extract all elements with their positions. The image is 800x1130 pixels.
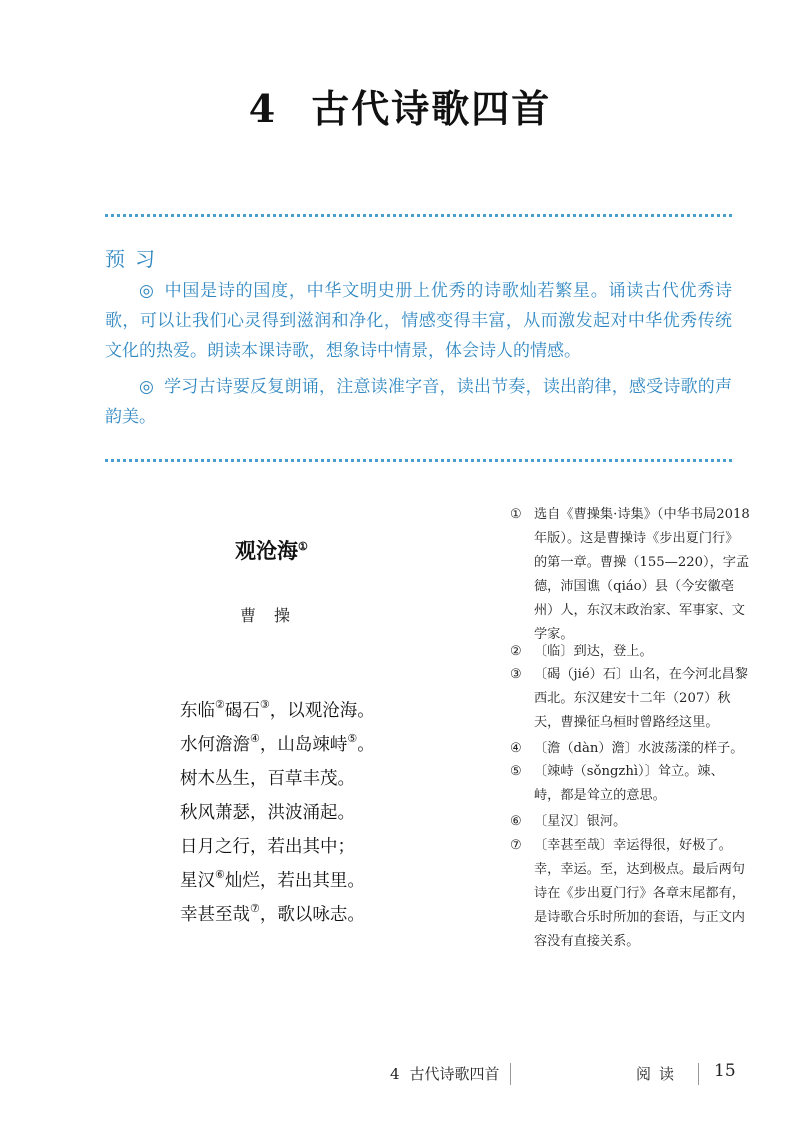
poem-line-text: 幸甚至哉 xyxy=(180,905,250,925)
poem-line xyxy=(180,867,365,892)
poem-line-text: 。 xyxy=(357,735,375,755)
footnote-text: 〔幸甚至哉〕幸运得很，好极了。幸，幸运。至，达到极点。最后两句诗在《步出夏门行》各章末尾都有，是诗歌合乐时所加的套语，与正文内容没有直接关系。 xyxy=(534,838,745,949)
poem-title xyxy=(235,535,308,565)
footer-divider xyxy=(510,1063,511,1085)
footnote-number: ⑦ xyxy=(510,838,522,853)
footnote-ref: ③ xyxy=(259,698,270,711)
footnote-text: 〔临〕到达，登上。 xyxy=(534,644,653,659)
footnote-number: ② xyxy=(510,644,522,659)
footnote xyxy=(510,640,750,664)
poem-author: 曹操 xyxy=(240,606,309,625)
poem-line-text: ，歌以咏志。 xyxy=(259,905,365,925)
lesson-number: 4 xyxy=(248,86,278,131)
preview-bullet-icon: ◎ xyxy=(139,377,155,397)
poem-line-text: 灿烂，若出其里。 xyxy=(224,871,365,891)
footnote xyxy=(510,663,750,735)
preview-top-divider xyxy=(105,214,732,217)
preview-heading: 预习 xyxy=(105,247,165,271)
footnote-text: 〔竦峙（sǒngzhì）〕耸立。竦、峙，都是耸立的意思。 xyxy=(534,764,724,803)
poem-line-text: 碣石 xyxy=(224,701,260,721)
preview-item-text: 学习古诗要反复朗诵，注意读准字音，读出节奏，读出韵律，感受诗歌的声韵美。 xyxy=(105,377,733,427)
poem-line xyxy=(180,731,375,756)
footer-section: 阅读 xyxy=(636,1065,683,1083)
poem-line-text: ，以观沧海。 xyxy=(269,701,375,721)
footer-lesson-number: 4 xyxy=(390,1065,400,1083)
poem-line-text: 星汉 xyxy=(180,871,215,891)
footnote-ref: ④ xyxy=(250,732,260,745)
footnote xyxy=(510,834,750,954)
poem-line-text: 秋风萧瑟，洪波涌起。 xyxy=(180,803,355,823)
footnote-text: 〔星汉〕银河。 xyxy=(534,814,627,829)
preview-item xyxy=(105,276,732,366)
preview-item-text: 中国是诗的国度，中华文明史册上优秀的诗歌灿若繁星。诵读古代优秀诗歌，可以让我们心灵得到滋润和净化，情感变得丰富，从而激发起对中华优秀传统文化的热爱。朗读本课诗歌，想象诗中情景，体会诗人的情感。 xyxy=(105,281,732,361)
poem-line-text: 日月之行，若出其中； xyxy=(180,837,355,857)
poem-line-text: 东临 xyxy=(180,701,215,721)
footer-divider xyxy=(698,1063,699,1085)
footnote xyxy=(510,503,750,647)
footnote-number: ④ xyxy=(510,741,522,756)
footnote-number: ⑥ xyxy=(510,814,522,829)
lesson-title xyxy=(0,78,800,133)
footnote xyxy=(510,810,750,834)
poem-line xyxy=(180,833,355,858)
footnote-ref: ⑤ xyxy=(347,732,358,745)
preview-bullet-icon: ◎ xyxy=(139,281,155,301)
footer-lesson xyxy=(390,1063,500,1084)
footnote-ref: ⑦ xyxy=(250,902,260,915)
preview-item xyxy=(105,372,732,432)
page-number: 15 xyxy=(714,1061,736,1081)
footnote-number: ① xyxy=(510,507,522,522)
footnote xyxy=(510,737,750,761)
footnote-number: ⑤ xyxy=(510,764,522,779)
poem-line-text: 树木丛生，百草丰茂。 xyxy=(180,769,355,789)
poem-line-text: ，山岛竦峙 xyxy=(259,735,348,755)
footnote-text: 选自《曹操集·诗集》（中华书局2018年版）。这是曹操诗《步出夏门行》的第一章。曹操（155—220），字孟德，沛国谯（qiáo）县（今安徽亳州）人，东汉末政治家、军事家、文学家。 xyxy=(534,507,750,642)
footnote-text: 〔碣（jié）石〕山名，在今河北昌黎西北。东汉建安十二年（207）秋天，曹操征乌桓时曾路经这里。 xyxy=(534,667,748,730)
poem-title-text: 观沧海 xyxy=(235,538,298,563)
footnote-text: 〔澹（dàn）澹〕水波荡漾的样子。 xyxy=(534,741,744,756)
footnote-ref: ⑥ xyxy=(215,868,225,881)
footnote-ref: ① xyxy=(298,540,308,553)
poem-line xyxy=(180,697,375,722)
footer-lesson-title: 古代诗歌四首 xyxy=(409,1065,500,1083)
poem-line-text: 水何澹澹 xyxy=(180,735,250,755)
footnote xyxy=(510,760,750,808)
poem-line xyxy=(180,901,365,926)
footnote-number: ③ xyxy=(510,667,522,682)
poem-line xyxy=(180,765,355,790)
footnote-ref: ② xyxy=(215,698,225,711)
preview-bottom-divider xyxy=(105,459,732,462)
lesson-title-text: 古代诗歌四首 xyxy=(311,86,552,131)
poem-line xyxy=(180,799,355,824)
